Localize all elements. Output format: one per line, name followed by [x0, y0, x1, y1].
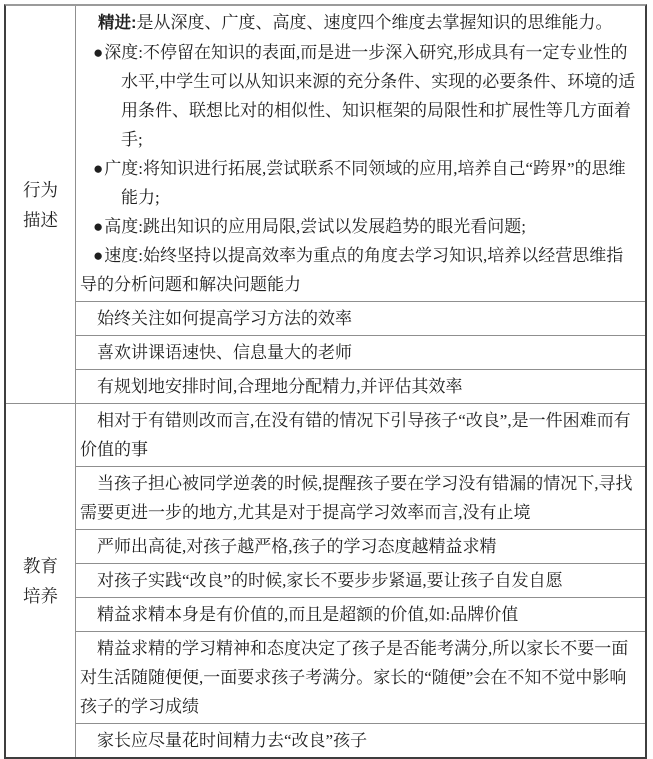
bullet-icon: ●: [93, 43, 105, 62]
row-text: 始终关注如何提高学习方法的效率: [97, 309, 352, 328]
bullet-height-paragraph: [80, 212, 639, 241]
document-table: [4, 4, 647, 759]
definition-lead-paragraph: [80, 8, 639, 38]
bullet-speed-text: 速度:始终坚持以提高效率为重点的角度去学习知识,培养以经营思维指导的分析问题和解决问题能力: [80, 246, 624, 294]
section-behavior-description: [6, 6, 645, 403]
bullet-icon: ●: [93, 217, 105, 236]
bullet-breadth-text: 广度:将知识进行拓展,尝试联系不同领域的应用,培养自己“跨界”的思维能力;: [104, 159, 626, 207]
row-text: 相对于有错则改而言,在没有错的情况下引导孩子“改良”,是一件困难而有价值的事: [80, 411, 631, 459]
row-header-behavior-description: [6, 6, 76, 403]
row-text: 精益求精的学习精神和态度决定了孩子是否能考满分,所以家长不要一面对生活随随便便,一面要求孩子考满分。家长的“随便”会在不知不觉中影响孩子的学习成绩: [80, 639, 629, 716]
row-header-line: 教育: [23, 555, 58, 576]
row-header-education-cultivation: [6, 404, 76, 757]
definition-text: 是从深度、广度、高度、速度四个维度去掌握知识的思维能力。: [136, 13, 613, 32]
row-remind-no-limit: [76, 466, 645, 529]
row-spend-time-improving: [76, 723, 645, 757]
row-excellence-value: [76, 597, 645, 631]
row-text: 家长应尽量花时间精力去“改良”孩子: [97, 731, 368, 750]
row-text: 有规划地安排时间,合理地分配精力,并评估其效率: [97, 377, 463, 396]
section-education-cultivation: [6, 403, 645, 757]
bullet-icon: ●: [93, 159, 105, 178]
row-text: 当孩子担心被同学逆袭的时候,提醒孩子要在学习没有错漏的情况下,寻找需要更进一步的地方,尤其是对于提高学习效率而言,没有止境: [80, 474, 633, 522]
row-likes-fast-teachers: [76, 335, 645, 369]
row-focus-learning-efficiency: [76, 301, 645, 335]
bullet-height-text: 高度:跳出知识的应用局限,尝试以发展趋势的眼光看问题;: [104, 217, 526, 236]
bullet-breadth-paragraph: [80, 154, 639, 212]
bullet-speed-paragraph: [80, 241, 639, 299]
bullet-depth-text: 深度:不停留在知识的表面,而是进一步深入研究,形成具有一定专业性的水平,中学生可以从知识来源的充分条件、实现的必要条件、环境的适用条件、联想比对的相似性、知识框架的局限性和扩展性等几方面着手;: [104, 43, 636, 149]
jingjin-term-bold: 精进:: [98, 14, 137, 32]
bullet-depth-paragraph: [80, 38, 639, 154]
bullet-icon: ●: [93, 246, 105, 265]
row-guide-improvement: [76, 404, 645, 466]
row-text: 喜欢讲课语速快、信息量大的老师: [97, 343, 352, 362]
education-content-column: [76, 404, 645, 757]
row-header-line: 行为: [23, 179, 58, 200]
row-parents-attitude: [76, 631, 645, 723]
row-no-pressing: [76, 563, 645, 597]
row-jingjin-definition: [76, 6, 645, 301]
row-plans-time-energy: [76, 369, 645, 403]
row-strict-teacher: [76, 529, 645, 563]
row-text: 严师出高徒,对孩子越严格,孩子的学习态度越精益求精: [97, 537, 497, 556]
row-text: 对孩子实践“改良”的时候,家长不要步步紧逼,要让孩子自发自愿: [97, 571, 563, 590]
row-header-line: 培养: [23, 585, 58, 606]
row-header-line: 描述: [23, 209, 58, 230]
behavior-content-column: [76, 6, 645, 403]
row-text: 精益求精本身是有价值的,而且是超额的价值,如:品牌价值: [97, 605, 519, 624]
